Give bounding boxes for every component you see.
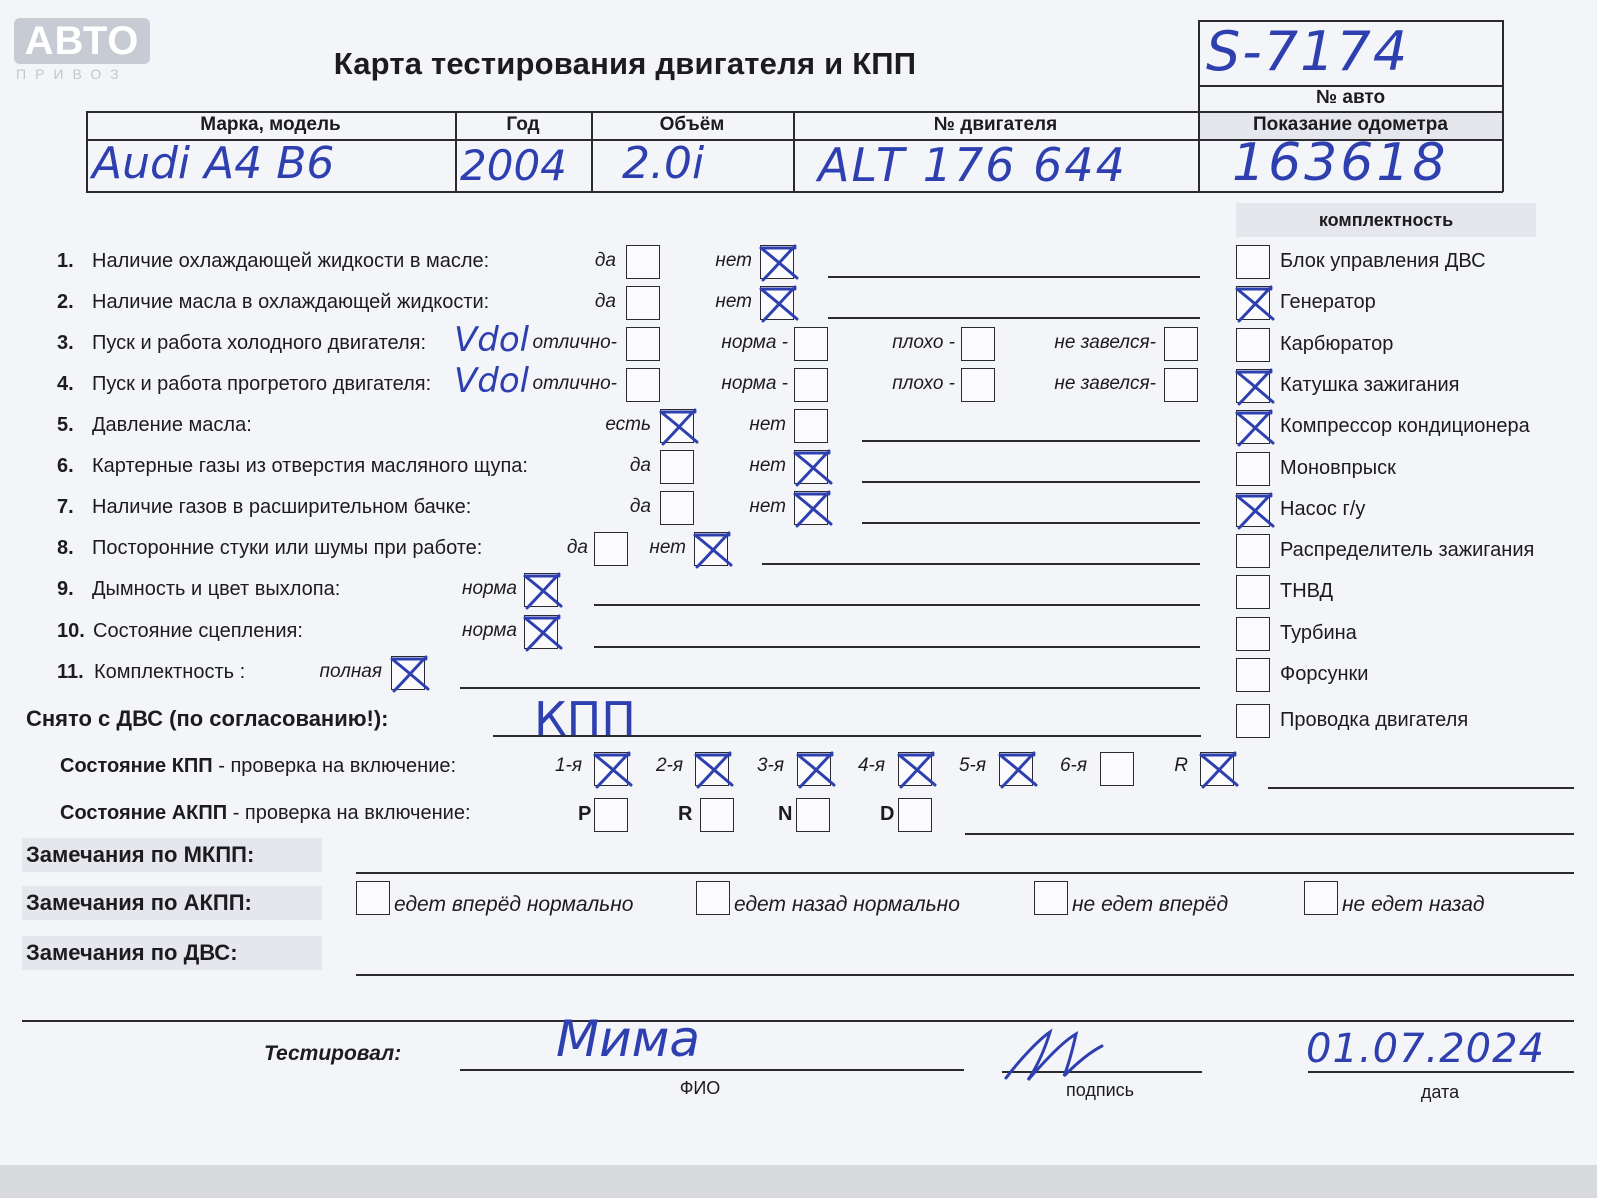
option-label: отлично-	[532, 332, 617, 353]
akpp-line	[965, 833, 1574, 835]
option-label: да	[594, 291, 616, 312]
answer-line	[460, 687, 1200, 689]
completeness-item: ТНВД	[1280, 580, 1334, 603]
make-model-value: Audi A4 B6	[92, 138, 335, 189]
question-number: 11.	[57, 661, 84, 683]
question-text: Комплектность :	[94, 661, 246, 683]
gear-label: 3-я	[756, 755, 784, 776]
option-checkbox[interactable]	[626, 368, 660, 402]
option-label: нет	[749, 414, 786, 435]
completeness-item: Катушка зажигания	[1280, 373, 1460, 396]
option-checkbox[interactable]	[524, 615, 558, 649]
fio-value: Мима	[556, 1010, 700, 1068]
option-checkbox[interactable]	[961, 368, 995, 402]
option-checkbox[interactable]	[524, 573, 558, 607]
answer-line	[862, 522, 1200, 524]
option-label: нет	[749, 455, 786, 476]
option-label: не завелся-	[1054, 332, 1156, 353]
option-label: нет	[715, 291, 752, 312]
completeness-checkbox[interactable]	[1236, 575, 1270, 609]
question-number: 7.	[57, 496, 74, 518]
signature-image	[998, 1022, 1108, 1088]
completeness-checkbox[interactable]	[1236, 658, 1270, 692]
question-number: 10.	[57, 620, 85, 642]
logo-subtitle: ПРИВОЗ	[16, 66, 128, 82]
col-engine-number: № двигателя	[933, 114, 1058, 135]
option-label: да	[566, 537, 588, 558]
option-label: норма	[462, 578, 517, 599]
year-value: 2004	[460, 141, 567, 190]
remarks-dvs-label: Замечания по ДВС:	[26, 940, 238, 965]
question-number: 2.	[57, 291, 74, 313]
option-label: норма -	[721, 373, 788, 394]
answer-line	[594, 604, 1200, 606]
akpp-remark-checkbox[interactable]	[696, 881, 730, 915]
col-odometer: Показание одометра	[1253, 114, 1448, 135]
option-label: нет	[749, 496, 786, 517]
option-label: норма	[462, 620, 517, 641]
tested-by-label: Тестировал:	[264, 1042, 402, 1065]
auto-number-label: № авто	[1315, 87, 1386, 108]
kpp-check-label: Состояние КПП - проверка на включение:	[60, 755, 457, 777]
mode-label: R	[678, 803, 693, 825]
option-label: норма -	[721, 332, 788, 353]
option-checkbox[interactable]	[626, 327, 660, 361]
completeness-item: Блок управления ДВС	[1280, 250, 1486, 272]
akpp-remark-label: не едет вперёд	[1072, 893, 1229, 916]
akpp-remark-label: едет назад нормально	[734, 893, 960, 916]
mode-label: N	[778, 803, 793, 825]
option-checkbox[interactable]	[794, 368, 828, 402]
option-checkbox[interactable]	[794, 327, 828, 361]
question-text: Пуск и работа прогретого двигателя:	[92, 373, 432, 395]
option-label: да	[629, 496, 651, 517]
col-year: Год	[506, 114, 540, 135]
completeness-item: Форсунки	[1280, 663, 1369, 685]
avto-privoz-logo: АВТО	[14, 18, 150, 64]
option-checkbox[interactable]	[794, 491, 828, 525]
volume-value: 2.0i	[622, 138, 705, 189]
completeness-item: Компрессор кондиционера	[1280, 415, 1530, 438]
question-text: Наличие охлаждающей жидкости в масле:	[92, 250, 490, 272]
completeness-checkbox[interactable]	[1236, 328, 1270, 362]
option-label: плохо -	[892, 332, 955, 353]
gear-label: R	[1174, 755, 1188, 776]
option-checkbox[interactable]	[694, 532, 728, 566]
fio-line	[460, 1069, 964, 1071]
page-title: Карта тестирования двигателя и КПП	[333, 46, 917, 81]
akpp-remark-label: едет вперёд нормально	[394, 893, 634, 916]
remarks-akpp-label: Замечания по АКПП:	[26, 890, 252, 915]
question-text: Посторонние стуки или шумы при работе:	[92, 537, 483, 559]
answer-line	[828, 317, 1200, 319]
mode-label: D	[880, 803, 895, 825]
question-note: Vdol	[454, 320, 530, 360]
question-text: Пуск и работа холодного двигателя:	[92, 332, 427, 354]
mode-label: P	[578, 803, 592, 825]
removed-label: Снято с ДВС (по согласованию!):	[26, 706, 389, 731]
col-make-model: Марка, модель	[200, 114, 341, 135]
sign-label: подпись	[1065, 1080, 1135, 1100]
completeness-item: Распределитель зажигания	[1280, 539, 1535, 562]
question-number: 6.	[57, 455, 74, 477]
gear-label: 1-я	[554, 755, 582, 776]
option-label: есть	[605, 414, 651, 435]
akpp-remark-checkbox[interactable]	[356, 881, 390, 915]
question-number: 5.	[57, 414, 74, 436]
answer-line	[862, 481, 1200, 483]
mode-checkbox[interactable]	[796, 798, 830, 832]
removed-value: КПП	[534, 692, 636, 746]
option-label: да	[629, 455, 651, 476]
remarks-mkpp-label: Замечания по МКПП:	[26, 842, 255, 867]
question-number: 1.	[57, 250, 74, 272]
completeness-checkbox[interactable]	[1236, 245, 1270, 279]
odometer-value: 163618	[1232, 133, 1449, 193]
completeness-item: Проводка двигателя	[1280, 709, 1469, 731]
option-checkbox[interactable]	[961, 327, 995, 361]
completeness-checkbox[interactable]	[1236, 452, 1270, 486]
question-note: Vdol	[454, 361, 530, 401]
question-text: Наличие масла в охлаждающей жидкости:	[92, 291, 490, 313]
option-label: отлично-	[532, 373, 617, 394]
question-number: 4.	[57, 373, 74, 395]
completeness-item: Моновпрыск	[1280, 456, 1396, 479]
akpp-remark-label: не едет назад	[1342, 893, 1485, 916]
question-text: Дымность и цвет выхлопа:	[92, 578, 341, 600]
gear-label: 2-я	[655, 755, 683, 776]
completeness-checkbox[interactable]	[1236, 410, 1270, 444]
completeness-checkbox[interactable]	[1236, 704, 1270, 738]
answer-line	[594, 646, 1200, 648]
completeness-item: Карбюратор	[1280, 332, 1394, 355]
gear-checkbox[interactable]	[1200, 752, 1234, 786]
answer-line	[862, 440, 1200, 442]
engine-number-value: ALT 176 644	[818, 138, 1127, 192]
akpp-remark-checkbox[interactable]	[1034, 881, 1068, 915]
option-checkbox[interactable]	[391, 656, 425, 690]
option-checkbox[interactable]	[794, 409, 828, 443]
option-label: да	[594, 250, 616, 271]
remarks-mkpp-line	[356, 872, 1574, 874]
option-checkbox[interactable]	[1164, 327, 1198, 361]
mode-checkbox[interactable]	[898, 798, 932, 832]
kpp-line	[1268, 787, 1574, 789]
option-label: полная	[319, 661, 382, 682]
completeness-checkbox[interactable]	[1236, 286, 1270, 320]
option-label: плохо -	[892, 373, 955, 394]
completeness-checkbox[interactable]	[1236, 369, 1270, 403]
option-label: нет	[715, 250, 752, 271]
completeness-checkbox[interactable]	[1236, 534, 1270, 568]
completeness-item: Насос г/у	[1280, 497, 1366, 520]
completeness-title: комплектность	[1318, 210, 1454, 230]
completeness-checkbox[interactable]	[1236, 493, 1270, 527]
option-checkbox[interactable]	[760, 286, 794, 320]
gear-label: 4-я	[857, 755, 885, 776]
question-number: 8.	[57, 537, 74, 559]
date-value: 01.07.2024	[1306, 1026, 1546, 1072]
completeness-item: Турбина	[1280, 621, 1357, 644]
completeness-checkbox[interactable]	[1236, 617, 1270, 651]
mode-checkbox[interactable]	[700, 798, 734, 832]
completeness-item: Генератор	[1280, 291, 1376, 314]
option-label: не завелся-	[1054, 373, 1156, 394]
answer-line	[828, 276, 1200, 278]
option-checkbox[interactable]	[1164, 368, 1198, 402]
question-number: 3.	[57, 332, 74, 354]
remarks-bottom-line	[22, 1020, 1574, 1022]
akpp-check-label: Состояние АКПП - проверка на включение:	[60, 802, 471, 824]
date-label: дата	[1420, 1082, 1460, 1102]
auto-number-value: S-7174	[1206, 20, 1410, 83]
gear-label: 6-я	[1059, 755, 1087, 776]
question-text: Картерные газы из отверстия масляного щупа:	[92, 455, 528, 477]
option-label: нет	[649, 537, 686, 558]
answer-line	[762, 563, 1200, 565]
question-text: Давление масла:	[92, 414, 252, 436]
option-checkbox[interactable]	[760, 245, 794, 279]
question-number: 9.	[57, 578, 74, 600]
question-text: Состояние сцепления:	[93, 620, 303, 642]
question-text: Наличие газов в расширительном бачке:	[92, 496, 472, 518]
gear-label: 5-я	[958, 755, 986, 776]
mode-checkbox[interactable]	[594, 798, 628, 832]
option-checkbox[interactable]	[794, 450, 828, 484]
col-volume: Объём	[659, 114, 725, 135]
fio-label: ФИО	[679, 1078, 721, 1098]
remarks-dvs-line	[356, 974, 1574, 976]
akpp-remark-checkbox[interactable]	[1304, 881, 1338, 915]
